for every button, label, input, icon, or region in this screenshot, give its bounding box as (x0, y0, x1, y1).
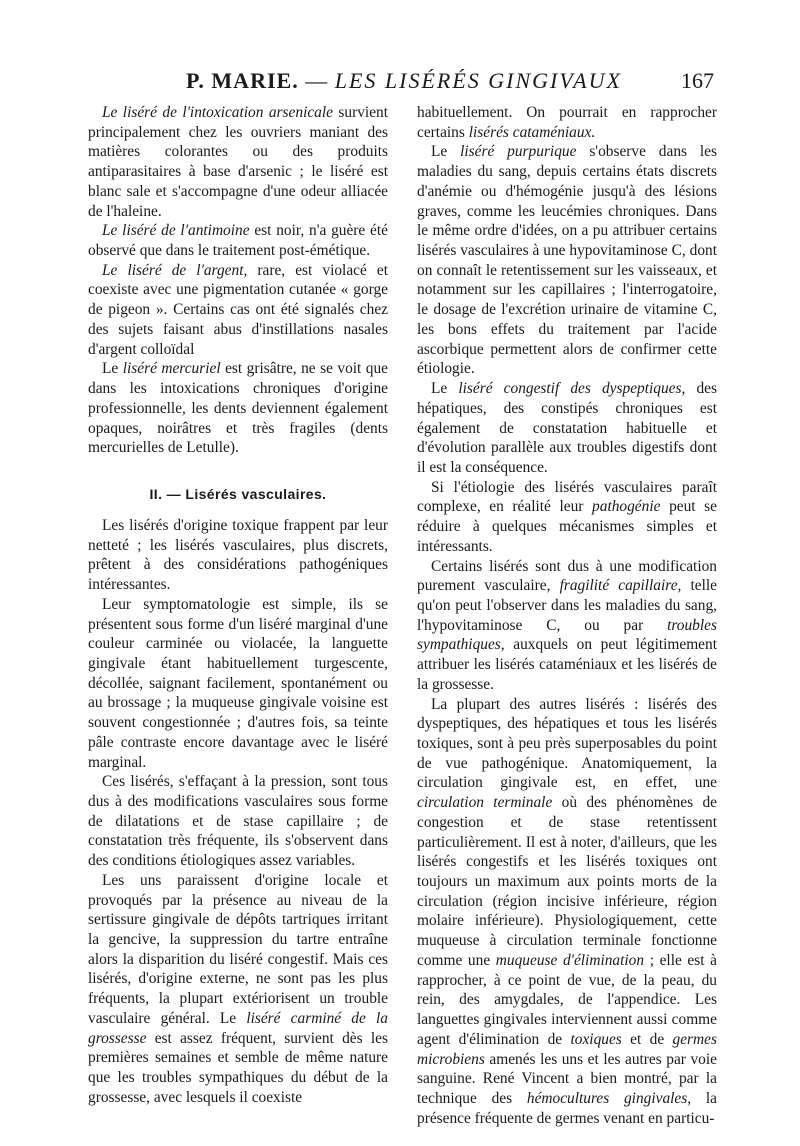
term-hemocultures: hémocultures gingivales, (526, 1089, 692, 1107)
term-pregnancy: liséré carminé de la grossesse (88, 1009, 388, 1047)
term-toxic: toxiques (570, 1030, 622, 1048)
text-terminal-c: ; elle est à rapprocher, à ce point de vue, de la peau, du rein, des amygdales, de l'appendice. Les languettes gingivales interviennent aussi comme agent d'élimination de (417, 951, 717, 1048)
text-mercury-lead: Le (102, 360, 119, 378)
left-column (88, 103, 388, 1108)
text-fragility-mid: telle qu'on peut l'observer dans les maladies du sang, l'hypovitaminose C, ou par (417, 577, 717, 634)
text-pathogeny-lead: Si l'étiologie des lisérés vasculaires paraît complexe, en réalité leur (417, 478, 717, 516)
text-pathogeny: peut se réduire à quelques mécanismes simples et intéressants. (417, 498, 717, 555)
paragraph-intro-vascular: Les lisérés d'origine toxique frappent par leur netteté ; les lisérés vasculaires, plus discrets, prêtent à des considérations pathogéniques intéressantes. (88, 516, 388, 594)
paragraph-silver (88, 261, 388, 360)
text-mercury: est grisâtre, ne se voit que dans les intoxications chroniques d'origine professionnelle, les dents deviennent également opaques, noirâtres et très fragiles (dents mercurielles de Letulle). (88, 360, 388, 457)
header-dash: — (305, 68, 329, 93)
page-number: 167 (681, 68, 714, 93)
paragraph-symptomatology: Leur symptomatologie est simple, ils se présentent sous forme d'un liséré marginal d'une couleur carminée ou violacée, la languette gingivale étant habituellement turgescente, décollée, saignant facilement, spontanément ou au brossage ; la muqueuse gingivale voisine est souvent congestionnée ; d'autres fois, sa teinte pâle contraste encore davantage avec le liséré marginal. (88, 595, 388, 771)
term-dyspeptic: liséré congestif des dyspeptiques, (458, 380, 686, 398)
text-antimony: est noir, n'a guère été observé que dans le traitement post-émétique. (88, 222, 388, 260)
text-dyspeptic: des hépatiques, des constipés chroniques est également de constatation habituelle et d'évolution parallèle aux troubles digestifs dont il est la conséquence. (417, 380, 717, 476)
paragraph-arsenic (88, 103, 388, 221)
running-title (186, 68, 622, 94)
text-local-origin: Les uns paraissent d'origine locale et provoqués par la présence au niveau de la sertissure gingivale de dépôts tartriques irritant la gencive, la suppression du tartre entraîne alors la disparition du liséré congestif. Mais ces lisérés, d'origine externe, ne sont pas les plus fréquents, la plupart extériorisent un trouble vasculaire général. (88, 871, 388, 1027)
text-fragility-end: auxquels on peut légitimement attribuer les lisérés cataméniaux et les lisérés de la grossesse. (417, 636, 717, 693)
term-elimination-mucosa: muqueuse d'élimination (495, 951, 645, 969)
term-catamenial: lisérés cataméniaux. (468, 123, 596, 141)
term-antimony: Le liséré de l'antimoine (102, 222, 250, 240)
right-column (417, 103, 717, 1128)
term-arsenic: Le liséré de l'intoxication arsenicale (102, 104, 333, 121)
text-terminal-e: amenés les uns et les autres par voie sanguine. René Vincent a bien montré, par la technique des (417, 1050, 717, 1107)
text-terminal-f: la présence fréquente de germes venant en particu- (417, 1089, 717, 1127)
paragraph-mercury (88, 359, 388, 458)
section-heading: II. — Lisérés vasculaires. (149, 485, 327, 502)
running-header (88, 68, 714, 104)
text-fragility-lead: Certains lisérés sont dus à une modification purement vasculaire, (417, 557, 717, 595)
paragraph-continued (417, 103, 717, 142)
text-dyspeptic-lead: Le (431, 380, 448, 398)
text-purpuric-lead: Le (431, 143, 448, 161)
term-microbial-germs: germes microbiens (417, 1030, 717, 1068)
header-author: P. MARIE. (186, 68, 299, 93)
paragraph-fragility (417, 557, 717, 695)
term-mercury: liséré mercuriel (122, 360, 221, 378)
text-arsenic: survient principalement chez les ouvriers maniant des matières colorantes ou des produits antiparasitaires à base d'arsenic ; le liséré est blanc sale et s'accompagne d'une odeur alliacée de l'haleine. (88, 104, 388, 220)
text-pregnancy-lead: Le (219, 1009, 237, 1027)
text-purpuric: s'observe dans les maladies du sang, depuis certains états discrets d'anémie ou d'hémogénie jusqu'à des lésions graves, comme les leucémies chroniques. Dans le même ordre d'idées, on a pu attribuer certains lisérés vasculaires à une hypovitaminose C, dont on connaît le retentissement sur les vaisseaux, et notamment sur les capillaires ; l'interrogatoire, le dosage de l'excrétion urinaire de vitamine C, les bons effets du traitement par l'acide ascorbique permettent alors de confirmer cette étiologie. (417, 143, 717, 378)
paragraph-antimony (88, 221, 388, 260)
text-pregnancy: est assez fréquent, survient dès les premières semaines et semble de même nature que les troubles sympathiques du début de la grossesse, avec lesquels il coexiste (88, 1029, 388, 1106)
term-sympathetic: troubles sympathiques, (417, 616, 717, 654)
text-continued: habituellement. On pourrait en rapprocher certains (417, 104, 717, 141)
term-silver: Le liséré de l'argent, (102, 261, 248, 279)
text-terminal-a: La plupart des autres lisérés : lisérés des dyspeptiques, des hépatiques et tous les lisérés toxiques, sont à peu près superposables du point de vue pathogénique. Anatomiquement, la circulation gingivale est, en effet, une (417, 695, 717, 792)
paragraph-pathogeny (417, 478, 717, 557)
term-purpuric: liséré purpurique (460, 143, 577, 161)
paragraph-purpuric (417, 142, 717, 379)
text-silver: rare, est violacé et coexiste avec une pigmentation cutanée « gorge de pigeon ». Certains cas ont été signalés chez des sujets faisant abus d'instillations nasales d'argent colloïdal (88, 261, 388, 358)
header-title: LES LISÉRÉS GINGIVAUX (334, 68, 622, 93)
term-terminal-circulation: circulation terminale (417, 794, 553, 812)
paragraph-dyspeptic (417, 379, 717, 478)
paragraph-pressure: Ces lisérés, s'effaçant à la pression, sont tous dus à des modifications vasculaires sous forme de dilatations et de stase capillaire ; de constatation très fréquente, ils s'observent dans des conditions étiologiques assez variables. (88, 773, 388, 870)
paragraph-terminal-circulation (417, 695, 717, 1129)
text-terminal-d: et de (630, 1030, 665, 1048)
term-fragility: fragilité capillaire, (559, 577, 682, 595)
paragraph-local-origin (88, 871, 388, 1108)
text-terminal-b: où des phénomènes de congestion et de stase retentissent particulièrement. Il est à noter, d'ailleurs, que les lisérés congestifs et les lisérés toxiques ont toujours un maximum aux points morts de la circulation (région incisive inférieure, région molaire inférieure). Physiologiquement, cette muqueuse à circulation terminale fonctionne comme une (417, 794, 717, 969)
term-pathogeny: pathogénie (592, 498, 661, 516)
